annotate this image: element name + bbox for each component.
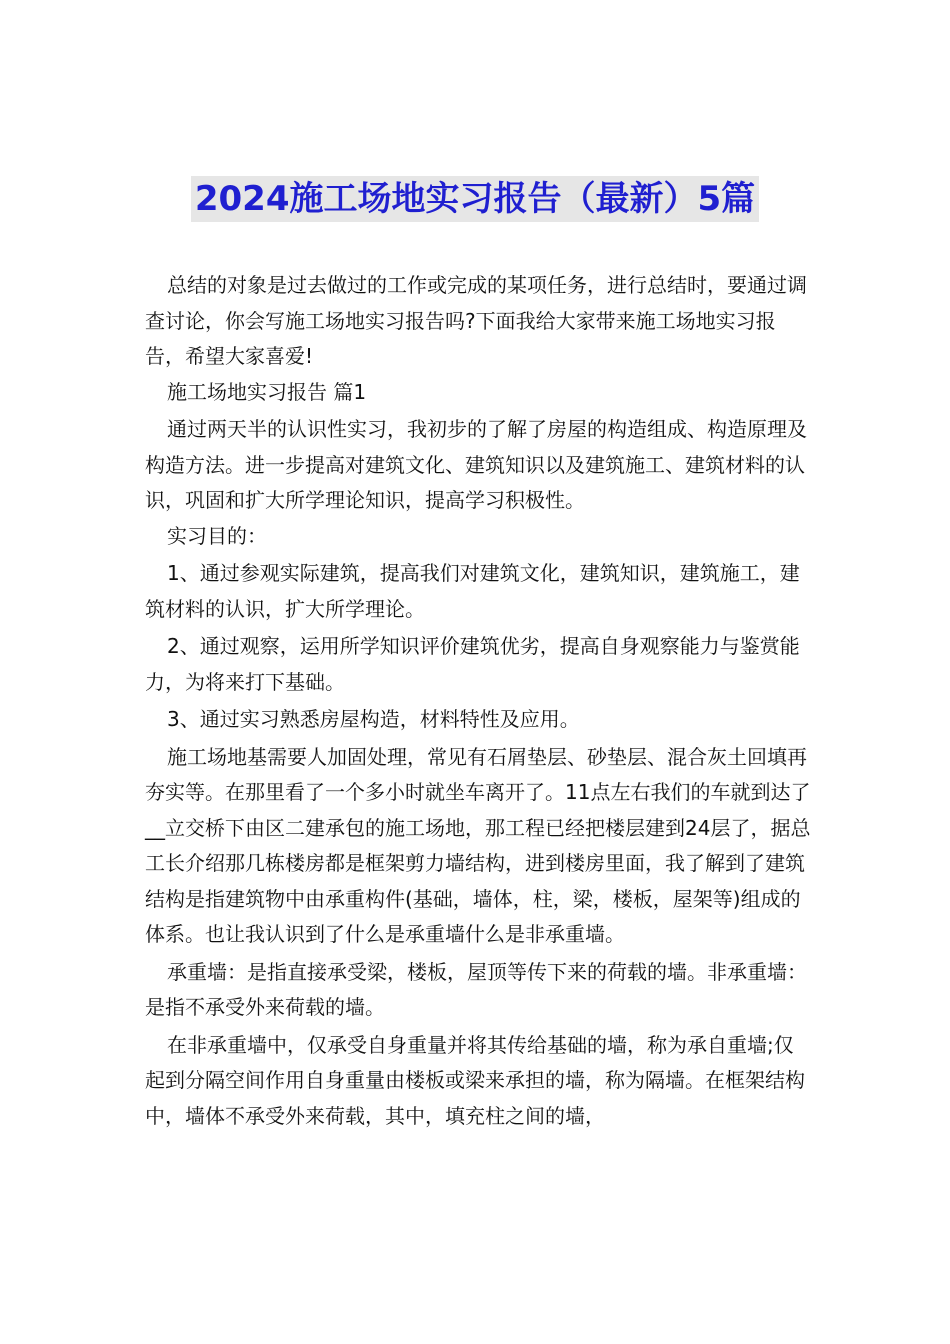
list-item: 3、通过实习熟悉房屋构造，材料特性及应用。 [167,707,580,731]
paragraph: 承重墙：是指直接承受梁，楼板，屋顶等传下来的荷载的墙。非承重墙：是指不承受外来荷载的墙。 [145,959,807,1019]
section-heading: 施工场地实习报告 篇1 [167,379,367,404]
subheading: 实习目的： [167,523,267,548]
document-title: 2024施工场地实习报告（最新）5篇 [191,176,759,222]
intro-paragraph: 总结的对象是过去做过的工作或完成的某项任务，进行总结时，要通过调查讨论，你会写施工场地实习报告吗?下面我给大家带来施工场地实习报告，希望大家喜爱! [145,273,807,368]
list-item: 2、通过观察，运用所学知识评价建筑优劣，提高自身观察能力与鉴赏能力，为将来打下基础。 [145,634,800,694]
title-container [0,176,950,222]
paragraph: 施工场地基需要人加固处理，常见有石屑垫层、砂垫层、混合灰土回填再夯实等。在那里看了一个多小时就坐车离开了。11点左右我们的车就到达了__立交桥下由区二建承包的施工场地，那工程已经把楼层建到24层了，据总工长介绍那几栋楼房都是框架剪力墙结构，进到楼房里面，我了解到了建筑结构是指建筑物中由承重构件(基础，墙体，柱，梁，楼板，屋架等)组成的体系。也让我认识到了什么是承重墙什么是非承重墙。 [145,744,811,946]
paragraph: 通过两天半的认识性实习，我初步的了解了房屋的构造组成、构造原理及构造方法。进一步提高对建筑文化、建筑知识以及建筑施工、建筑材料的认识，巩固和扩大所学理论知识，提高学习积极性。 [145,417,807,512]
document-body [145,268,811,1134]
paragraph: 在非承重墙中，仅承受自身重量并将其传给基础的墙，称为承自重墙;仅起到分隔空间作用自身重量由楼板或梁来承担的墙，称为隔墙。在框架结构中，墙体不承受外来荷载，其中，填充柱之间的墙， [145,1032,805,1128]
list-item: 1、通过参观实际建筑，提高我们对建筑文化，建筑知识，建筑施工，建筑材料的认识，扩大所学理论。 [145,561,800,621]
